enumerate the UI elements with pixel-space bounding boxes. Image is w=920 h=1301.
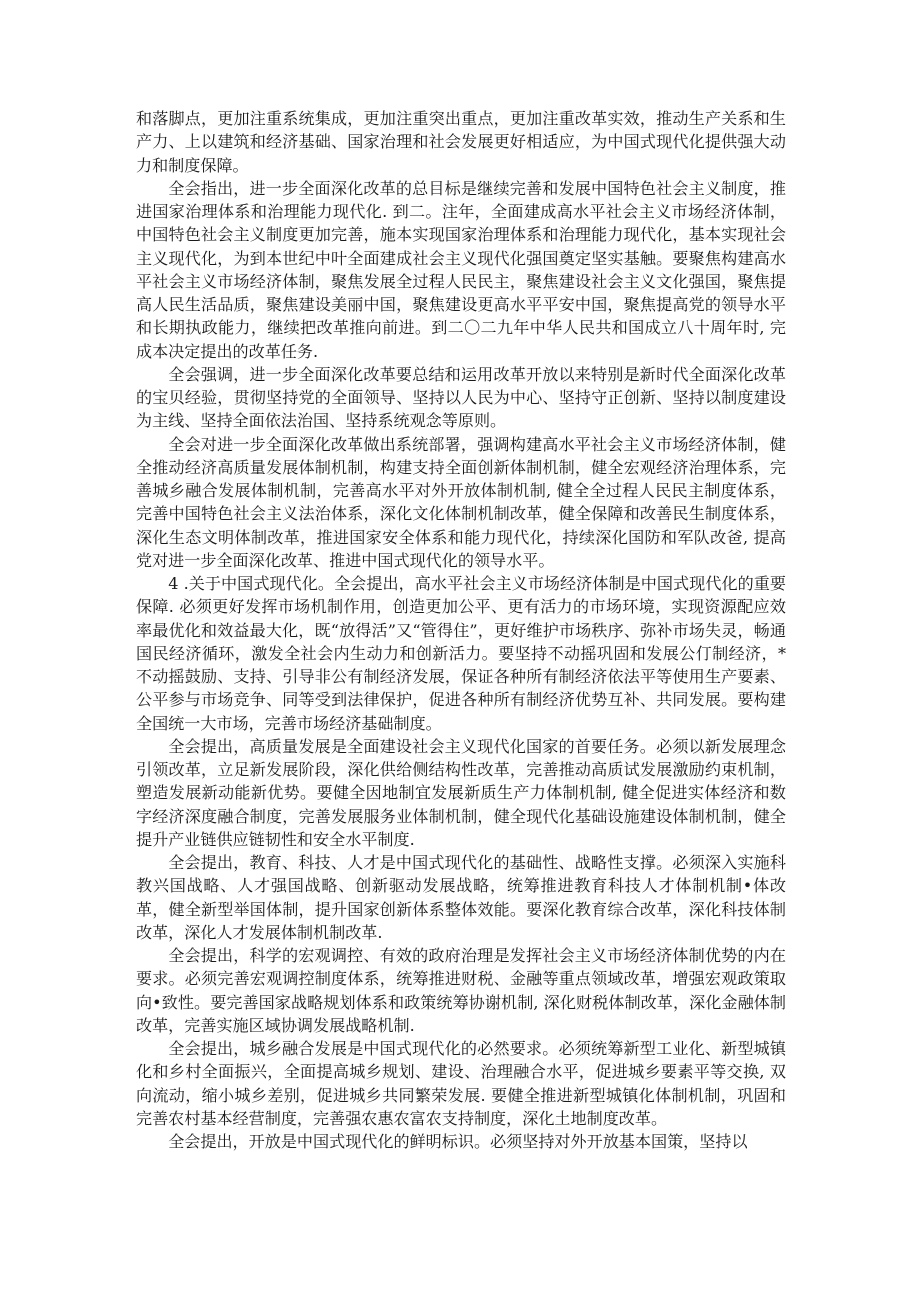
paragraph-urban-rural-integration: 全会提出，城乡融合发展是中国式现代化的必然要求。必须统筹新型工业化、新型城镇化和乡村全面振兴，全面提高城乡规划、建设、治理融合水平，促进城乡要素平等交换, 双向流动，缩小城乡差别，促进城乡共同繁荣发展. 要健全推进新型城镇化体制机制，巩固和完善农村基本经营制度，完善强农惠农富农支持制度，深化土地制度改革。 [136,1039,786,1128]
document-body [136,107,786,1153]
paragraph-opening-up: 全会提出，开放是中国式现代化的鲜明标识。必须坚持对外开放基本国策，坚持以 [168,1132,748,1151]
paragraph-principles: 全会强调，进一步全面深化改革要总结和运用改革开放以来特别是新时代全面深化改革的宝贝经验，贯彻坚持党的全面领导、坚持以人民为中心、坚持守正创新、坚持以制度建设为主线、坚持全面依法治国、坚持系统观念等原则。 [136,364,786,431]
paragraph-high-quality-development: 全会提出，高质量发展是全面建设社会主义现代化国家的首要任务。必须以新发展理念引领改革，立足新发展阶段，深化供给侧结构性改革，完善推动高质试发展激励约束机制，塑造发展新动能新优势。要健全因地制宜发展新质生产力体制机制, 健全促进实体经济和数字经济深度融合制度，完善发展服务业体制机制，健全现代化基础设施建设体制机制，健全提升产业链供应链韧性和安全水平制度. [136,736,786,849]
paragraph-overall-goal: 全会指出，进一步全面深化改革的总目标是继续完善和发展中国特色社会主义制度，推进国家治理体系和治理能力现代化. 到二。注年，全面建成高水平社会主义市场经济体制，中国特色社会主义制度更加完善，施本实现国家治理体系和治理能力现代化，基本实现社会主义现代化，为到本世纪中叶全面建成社会主义现代化强国奠定坚实基触。要聚焦构建高水平社会主义市场经济体制，聚焦发展全过程人民民主，聚焦建设社会主义文化强国，聚焦提高人民生活品质，聚焦建设美丽中国，聚焦建设更高水平平安中国，聚焦提高党的领导水平和长期执政能力，继续把改革推向前进。到二〇二九年中华人民共和国成立八十周年时, 完成本决定提出的改革任务. [136,178,786,361]
paragraph-macro-regulation: 全会提出，科学的宏观调控、有效的政府治理是发挥社会主义市场经济体制优势的内在要求。必须完善宏观调控制度体系，统筹推进财税、金融等重点领域改革，增强宏观政策取向•致性。要完善国家战略规划体系和政策统筹协谢机制, 深化财税体制改革，深化金融体制改革，完善实施区域协调发展战略机制. [136,946,786,1035]
paragraph-deployment: 全会对进一步全面深化改革做出系统部署，强调构建高水平社会主义市场经济体制，健全推动经济高质量发展体制机制，构建支持全面创新体制机制，健全宏观经济治理体系，完善城乡融合发展体制机制，完善高水平对外开放体制机制, 健全全过程人民民主制度体系，完善中国特色社会主义法治体系，深化文化体制机制改革，健全保障和改善民生制度体系，深化生态文明体制改革，推进国家安全体系和能力现代化，持续深化国防和军队改爸, 提高党对进一步全面深化改革、推进中国式现代化的领导水平。 [136,434,786,570]
paragraph-education-science-talent: 全会提出，教育、科技、人才是中国式现代化的基础性、战略性支撑。必须深入实施科教兴国战略、人才强国战略、创新驱动发展战略，统筹推进教育科技人才体制机制•体改革，健全新型举国体制，提升国家创新体系整体效能。要深化教育综合改革，深化科技体制改革，深化人才发展体制机制改革. [136,853,786,942]
paragraph-section-4-market-economy: 4 .关于中国式现代化。全会提出，高水平社会主义市场经济体制是中国式现代化的重要保障. 必须更好发挥市场机制作用，创造更加公平、更有活力的市场环境，实现资源配应效率最优化和效益最大化，既“放得活”又“管得住”，更好维护市场秩序、弥补市场失灵，畅通国民经济循环，激发全社会内生动力和创新活力。要坚持不动摇巩固和发展公仃制经济，*不动摇鼓励、支持、引导非公有制经济发展，保证各种所有制经济依法平等使用生产要素、公平参与市场竞争、同等受到法律保护，促进各种所有制经济优势互补、共同发展。要构建全国统一大市场，完善市场经济基础制度。 [136,574,786,733]
paragraph-continuation: 和落脚点，更加注重系统集成，更加注重突出重点，更加注重改革实效，推动生产关系和生产力、上以建筑和经济基础、国家治理和社会发展更好相适应，为中国式现代化提供强大动力和制度保障。 [136,109,786,175]
